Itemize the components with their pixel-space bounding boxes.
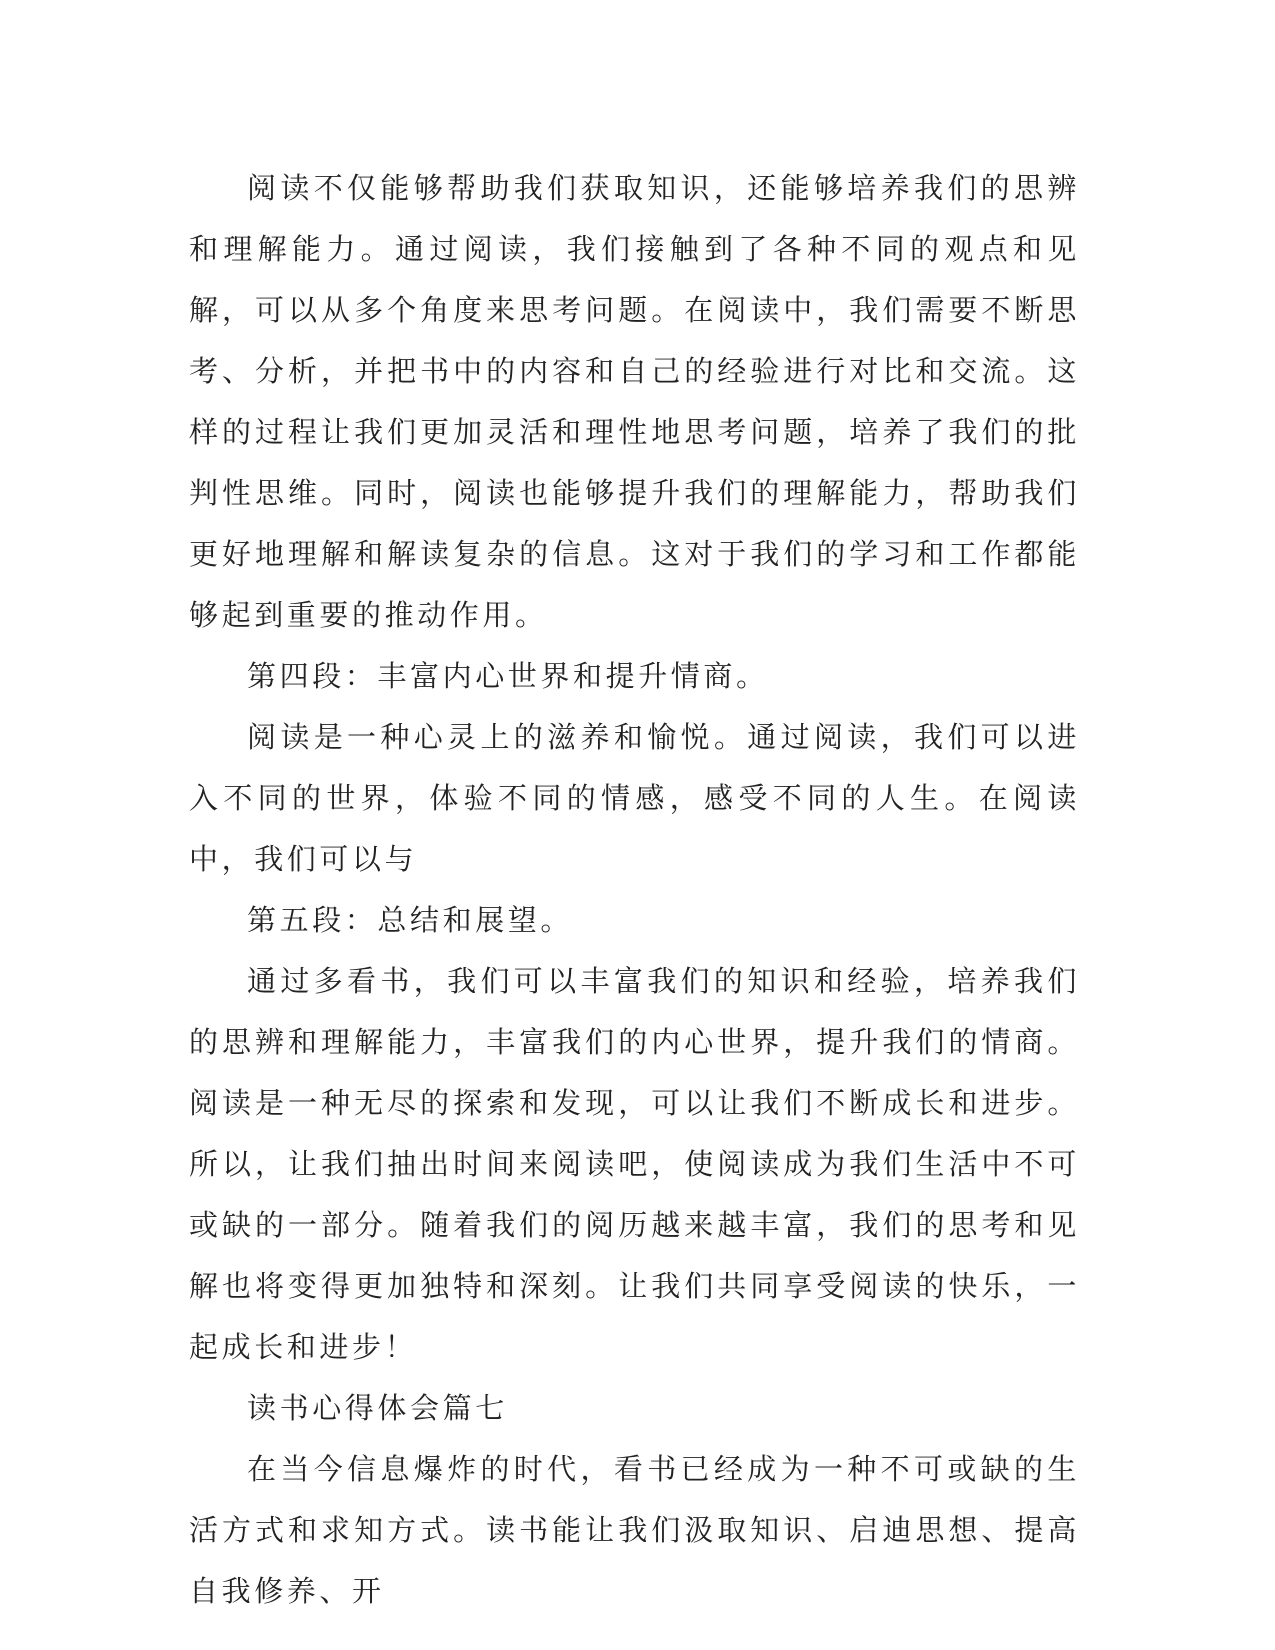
paragraph-thinking: 阅读不仅能够帮助我们获取知识，还能够培养我们的思辨和理解能力。通过阅读，我们接触到了各种不同的观点和见解，可以从多个角度来思考问题。在阅读中，我们需要不断思考、分析，并把书中的内容和自己的经验进行对比和交流。这样的过程让我们更加灵活和理性地思考问题，培养了我们的批判性思维。同时，阅读也能够提升我们的理解能力，帮助我们更好地理解和解读复杂的信息。这对于我们的学习和工作都能够起到重要的推动作用。 bbox=[189, 171, 1080, 632]
section-heading-five: 第五段：总结和展望。 bbox=[247, 903, 574, 937]
document-body bbox=[189, 158, 1080, 1622]
paragraph-summary: 通过多看书，我们可以丰富我们的知识和经验，培养我们的思辨和理解能力，丰富我们的内心世界，提升我们的情商。阅读是一种无尽的探索和发现，可以让我们不断成长和进步。所以，让我们抽出时间来阅读吧，使阅读成为我们生活中不可或缺的一部分。随着我们的阅历越来越丰富，我们的思考和见解也将变得更加独特和深刻。让我们共同享受阅读的快乐，一起成长和进步！ bbox=[189, 964, 1080, 1364]
section-heading-four: 第四段：丰富内心世界和提升情商。 bbox=[247, 659, 769, 693]
paragraph-inner-world: 阅读是一种心灵上的滋养和愉悦。通过阅读，我们可以进入不同的世界，体验不同的情感，感受不同的人生。在阅读中，我们可以与 bbox=[189, 720, 1080, 876]
article-title-seven: 读书心得体会篇七 bbox=[247, 1391, 508, 1425]
paragraph-intro-seven: 在当今信息爆炸的时代，看书已经成为一种不可或缺的生活方式和求知方式。读书能让我们汲取知识、启迪思想、提高自我修养、开 bbox=[189, 1452, 1080, 1608]
